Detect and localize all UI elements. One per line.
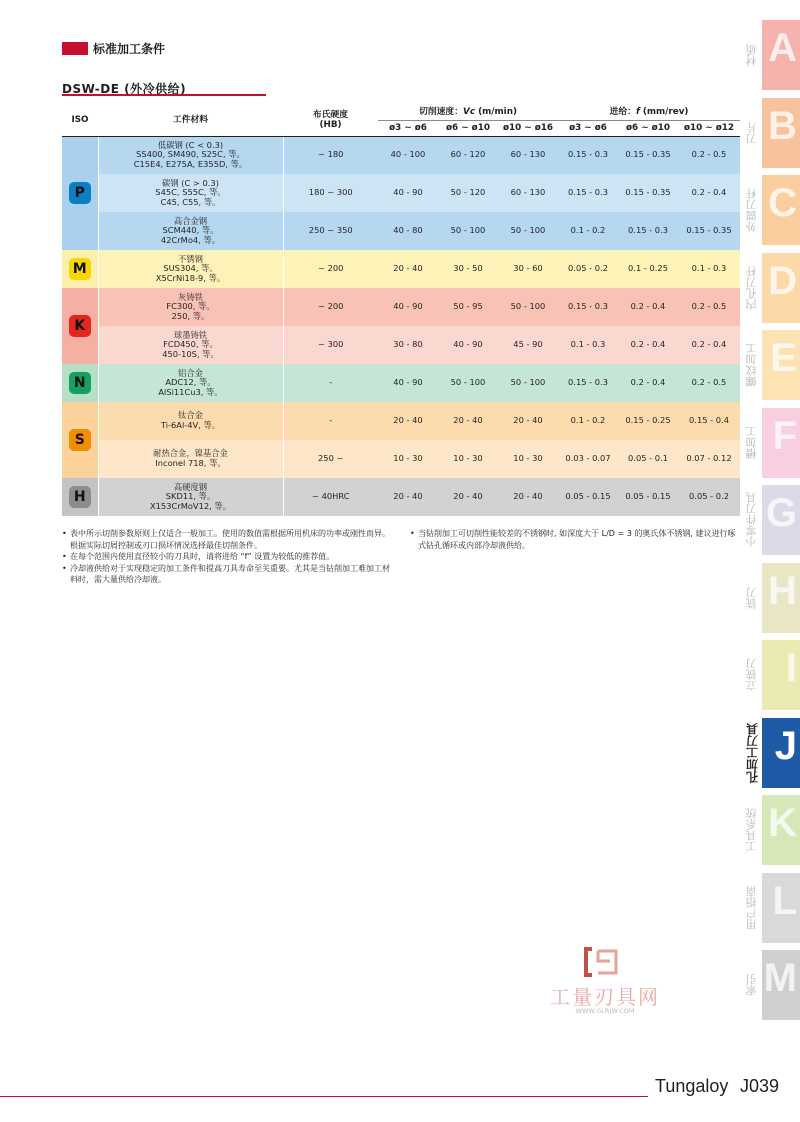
- material-line: 球墨铸铁: [173, 329, 208, 340]
- iso-badge-n: N: [69, 372, 91, 394]
- chapter-tab-label: 槽加工: [745, 426, 758, 459]
- header-hardness-line2: (HB): [319, 119, 342, 130]
- iso-cell: [62, 364, 98, 402]
- chapter-tab-h[interactable]: [745, 563, 800, 633]
- watermark-logo-icon: [580, 945, 620, 979]
- feed-cell: 0.05 - 0.2: [678, 478, 740, 516]
- feed-cell: 0.05 - 0.1: [618, 440, 678, 478]
- feed-cell: 0.15 - 0.35: [618, 174, 678, 212]
- feed-cell: 0.15 - 0.3: [558, 364, 618, 402]
- material-cell: [98, 288, 283, 326]
- cutting-speed-cell: 50 - 120: [438, 174, 498, 212]
- iso-cell: [62, 478, 98, 516]
- material-line: 耐热合金，镍基合金: [153, 448, 228, 459]
- table-row: [62, 250, 740, 288]
- material-line: S45C, S55C, 等。: [155, 187, 226, 198]
- chapter-tab-d[interactable]: [745, 253, 800, 323]
- material-line: C15E4, E275A, E355D, 等。: [133, 159, 248, 170]
- iso-cell: [62, 136, 98, 250]
- material-line: 250, 等。: [171, 310, 210, 321]
- cutting-speed-cell: 20 - 40: [438, 402, 498, 440]
- header-hardness-line1: 布氏硬度: [312, 109, 349, 120]
- note-item: • 在每个范围内使用直径较小的刀具时，请将进给 “f” 设置为较低的推荐值。: [62, 551, 392, 563]
- header-feed-symbol: f: [635, 106, 640, 117]
- chapter-tab-letter: B: [768, 103, 797, 148]
- feed-cell: 0.07 - 0.12: [678, 440, 740, 478]
- material-line: SCM440, 等。: [162, 225, 219, 236]
- feed-cell: 0.2 - 0.5: [678, 136, 740, 174]
- hardness-cell: ~ 200: [283, 288, 378, 326]
- material-line: 高合金钢: [173, 215, 208, 226]
- iso-badge-s: S: [69, 429, 91, 451]
- chapter-tab-i[interactable]: [745, 640, 800, 710]
- chapter-tab-g[interactable]: [745, 485, 800, 555]
- note-item: • 冷却液供给对于实现稳定的加工条件和提高刀具寿命至关重要。尤其是当钻削加工难加工材料时，需大量供给冷却液。: [62, 563, 392, 586]
- chapter-tab-letter: A: [768, 26, 797, 70]
- material-line: 不锈钢: [178, 253, 203, 264]
- iso-cell: [62, 288, 98, 364]
- chapter-tab-m[interactable]: [745, 950, 800, 1020]
- chapter-tab-label: 刀片: [745, 121, 758, 144]
- table-row: [62, 402, 740, 440]
- cutting-speed-cell: 60 - 130: [498, 174, 558, 212]
- header-diam-range: ø3 ~ ø6: [378, 120, 438, 136]
- chapter-tab-label: 索引: [745, 974, 758, 996]
- cutting-speed-cell: 60 - 130: [498, 136, 558, 174]
- chapter-tab-letter: I: [785, 646, 797, 690]
- chapter-tab-l[interactable]: [745, 873, 800, 943]
- hardness-cell: 250 ~: [283, 440, 378, 478]
- feed-cell: 0.05 - 0.15: [618, 478, 678, 516]
- iso-cell: [62, 250, 98, 288]
- table-row: [62, 478, 740, 516]
- header-diam-range: ø6 ~ ø10: [438, 120, 498, 136]
- table-row: [62, 326, 740, 364]
- hardness-cell: -: [283, 364, 378, 402]
- notes-left: [62, 528, 392, 586]
- material-cell: [98, 212, 283, 250]
- chapter-tab-letter: C: [768, 181, 797, 225]
- cutting-speed-cell: 40 - 80: [378, 212, 438, 250]
- feed-cell: 0.15 - 0.3: [558, 174, 618, 212]
- table-row: [62, 364, 740, 402]
- feed-cell: 0.15 - 0.35: [678, 212, 740, 250]
- chapter-tab-a[interactable]: [745, 20, 800, 90]
- cutting-speed-cell: 45 - 90: [498, 326, 558, 364]
- feed-cell: 0.2 - 0.4: [618, 364, 678, 402]
- material-line: 42CrMo4, 等。: [160, 234, 221, 245]
- section-title: 标准加工条件: [93, 41, 166, 56]
- material-line: SS400, SM490, S25C, 等。: [136, 149, 245, 160]
- hardness-cell: 180 ~ 300: [283, 174, 378, 212]
- cutting-speed-cell: 50 - 100: [498, 288, 558, 326]
- cutting-speed-cell: 50 - 100: [498, 212, 558, 250]
- header-vc-symbol: Vc: [463, 106, 476, 117]
- chapter-tab-letter: D: [768, 258, 797, 303]
- material-line: 低碳钢 (C < 0.3): [157, 139, 224, 150]
- material-line: Inconel 718, 等。: [155, 458, 226, 468]
- chapter-tab-label: 孔加工刀具: [745, 722, 760, 783]
- cutting-speed-cell: 40 - 90: [378, 174, 438, 212]
- chapter-tab-b[interactable]: [745, 98, 800, 168]
- chapter-tab-letter: G: [765, 491, 797, 535]
- header-iso: ISO: [62, 104, 98, 136]
- hardness-cell: ~ 40HRC: [283, 478, 378, 516]
- iso-badge-m: M: [69, 258, 91, 280]
- material-line: X153CrMoV12, 等。: [149, 500, 232, 511]
- chapter-tab-letter: M: [763, 956, 797, 1000]
- header-feed-unit: (mm/rev): [639, 106, 689, 117]
- footer-page-number: J039: [740, 1076, 780, 1096]
- feed-cell: 0.2 - 0.4: [678, 174, 740, 212]
- material-line: 450-10S, 等。: [162, 348, 219, 359]
- chapter-tab-label: 螺纹加工: [745, 343, 758, 387]
- iso-badge-h: H: [69, 486, 91, 508]
- cutting-speed-cell: 20 - 40: [498, 478, 558, 516]
- footer-brand: Tungaloy: [655, 1076, 729, 1096]
- cutting-speed-cell: 20 - 40: [438, 478, 498, 516]
- material-line: C45, C55, 等。: [160, 196, 221, 207]
- watermark: [535, 945, 675, 1025]
- material-line: 高硬度钢: [173, 481, 208, 492]
- header-material: 工件材料: [98, 104, 283, 136]
- cutting-speed-cell: 40 - 90: [378, 364, 438, 402]
- feed-cell: 0.15 - 0.25: [618, 402, 678, 440]
- header-diam-range: ø10 ~ ø16: [498, 120, 558, 136]
- chapter-tab-e[interactable]: [745, 330, 800, 400]
- feed-cell: 0.1 - 0.2: [558, 212, 618, 250]
- section-header: [62, 40, 165, 56]
- cutting-speed-cell: 40 - 90: [378, 288, 438, 326]
- chapter-tab-c[interactable]: [745, 175, 800, 245]
- feed-cell: 0.15 - 0.35: [618, 136, 678, 174]
- feed-cell: 0.2 - 0.5: [678, 364, 740, 402]
- cutting-speed-cell: 40 - 100: [378, 136, 438, 174]
- watermark-url: WWW.GLRJW.COM: [575, 1007, 635, 1015]
- material-line: SUS304, 等。: [163, 263, 218, 274]
- feed-cell: 0.2 - 0.4: [618, 326, 678, 364]
- cutting-speed-cell: 50 - 100: [498, 364, 558, 402]
- material-cell: [98, 402, 283, 440]
- material-line: ADC12, 等。: [165, 377, 216, 388]
- hardness-cell: 250 ~ 350: [283, 212, 378, 250]
- hardness-cell: ~ 180: [283, 136, 378, 174]
- cutting-speed-cell: 40 - 90: [438, 326, 498, 364]
- cutting-speed-cell: 50 - 100: [438, 212, 498, 250]
- chapter-tab-letter: H: [768, 568, 797, 613]
- iso-badge-k: K: [69, 315, 91, 337]
- cutting-speed-cell: 20 - 40: [378, 478, 438, 516]
- material-line: 灰铸铁: [178, 291, 203, 302]
- cutting-speed-cell: 20 - 40: [498, 402, 558, 440]
- feed-cell: 0.1 - 0.25: [618, 250, 678, 288]
- chapter-tab-label: 小零件刀具: [745, 492, 758, 548]
- chapter-tab-label: 立铣刀: [745, 658, 758, 692]
- chapter-tab-letter: K: [768, 801, 797, 845]
- chapter-tab-f[interactable]: [745, 408, 800, 478]
- chapter-tab-label: 内孔刀杆: [745, 265, 758, 310]
- material-line: Ti-6Al-4V, 等。: [160, 420, 221, 430]
- chapter-tab-j[interactable]: [745, 718, 800, 788]
- material-cell: [98, 174, 283, 212]
- material-cell: [98, 364, 283, 402]
- notes-right: [410, 528, 740, 551]
- feed-cell: 0.15 - 0.3: [558, 136, 618, 174]
- feed-cell: 0.05 - 0.2: [558, 250, 618, 288]
- note-item: • 当钻削加工可切削性能较差的不锈钢时, 如深度大于 L/D = 3 的奥氏体不锈钢, 建议进行啄式钻孔循环或内部冷却液供给。: [410, 528, 740, 551]
- cutting-speed-cell: 50 - 100: [438, 364, 498, 402]
- material-line: X5CrNi18-9, 等。: [155, 272, 226, 283]
- header-feed: [558, 104, 740, 120]
- cutting-conditions-table: [62, 104, 740, 516]
- cutting-speed-cell: 10 - 30: [378, 440, 438, 478]
- chapter-tab-label: 外圆刀杆: [745, 188, 758, 232]
- table-row: [62, 288, 740, 326]
- material-cell: [98, 440, 283, 478]
- cutting-speed-cell: 30 - 60: [498, 250, 558, 288]
- table-row: [62, 212, 740, 250]
- cutting-speed-cell: 20 - 40: [378, 250, 438, 288]
- footer-divider: [0, 1096, 648, 1097]
- material-cell: [98, 250, 283, 288]
- feed-cell: 0.15 - 0.3: [618, 212, 678, 250]
- iso-cell: [62, 402, 98, 478]
- cutting-speed-cell: 50 - 95: [438, 288, 498, 326]
- chapter-tab-label: 工具系统: [745, 808, 758, 852]
- feed-cell: 0.2 - 0.4: [618, 288, 678, 326]
- header-diam-range: ø10 ~ ø12: [678, 120, 740, 136]
- header-diam-range: ø3 ~ ø6: [558, 120, 618, 136]
- sub-title: DSW-DE (外冷供给): [62, 82, 187, 96]
- chapter-tab-label: 材质: [745, 44, 758, 66]
- hardness-cell: ~ 300: [283, 326, 378, 364]
- material-cell: [98, 326, 283, 364]
- feed-cell: 0.2 - 0.5: [678, 288, 740, 326]
- material-line: 钛合金: [178, 410, 203, 421]
- feed-cell: 0.2 - 0.4: [678, 326, 740, 364]
- feed-cell: 0.1 - 0.2: [558, 402, 618, 440]
- chapter-tab-label: 铣刀: [745, 586, 758, 609]
- cutting-speed-cell: 30 - 50: [438, 250, 498, 288]
- cutting-speed-cell: 30 - 80: [378, 326, 438, 364]
- material-line: 碳钢 (C > 0.3): [162, 177, 219, 188]
- chapter-tab-letter: J: [774, 723, 797, 768]
- chapter-tab-k[interactable]: [745, 795, 800, 865]
- material-cell: [98, 136, 283, 174]
- cutting-speed-cell: 10 - 30: [438, 440, 498, 478]
- feed-cell: 0.1 - 0.3: [558, 326, 618, 364]
- feed-cell: 0.15 - 0.4: [678, 402, 740, 440]
- header-cutting-speed: [378, 104, 558, 120]
- chapter-tab-letter: E: [770, 336, 797, 380]
- table-row: [62, 136, 740, 174]
- iso-badge-p: P: [69, 182, 91, 204]
- header-feed-prefix: 进给：: [609, 106, 636, 117]
- chapter-tab-letter: L: [772, 878, 797, 923]
- header-diam-range: ø6 ~ ø10: [618, 120, 678, 136]
- feed-cell: 0.1 - 0.3: [678, 250, 740, 288]
- material-line: SKD11, 等。: [165, 491, 216, 502]
- sub-header: [62, 78, 266, 96]
- header-vc-prefix: 切削速度：: [419, 106, 464, 117]
- chapter-tab-letter: F: [772, 413, 797, 458]
- table-row: [62, 174, 740, 212]
- note-item: • 表中所示切削参数原则上仅适合一般加工。使用的数值需根据所用机床的功率或刚性而异。根据实际切屑控制或刃口损坏情况选择最佳切削条件。: [62, 528, 392, 551]
- watermark-text: 工量刃具网: [550, 985, 660, 1009]
- hardness-cell: ~ 200: [283, 250, 378, 288]
- feed-cell: 0.15 - 0.3: [558, 288, 618, 326]
- hardness-cell: -: [283, 402, 378, 440]
- material-line: FC300, 等。: [166, 301, 215, 312]
- table-body: [62, 136, 740, 516]
- cutting-speed-cell: 10 - 30: [498, 440, 558, 478]
- section-marker: [62, 42, 88, 55]
- table-row: [62, 440, 740, 478]
- header-hardness: [283, 104, 378, 136]
- material-line: AlSi11Cu3, 等。: [158, 386, 223, 397]
- material-line: 铝合金: [178, 367, 203, 378]
- material-cell: [98, 478, 283, 516]
- feed-cell: 0.05 - 0.15: [558, 478, 618, 516]
- cutting-speed-cell: 20 - 40: [378, 402, 438, 440]
- feed-cell: 0.03 - 0.07: [558, 440, 618, 478]
- chapter-tab-label: 用户指南: [745, 885, 758, 930]
- material-line: FCD450, 等。: [163, 339, 218, 350]
- header-vc-unit: (m/min): [475, 106, 517, 117]
- cutting-speed-cell: 60 - 120: [438, 136, 498, 174]
